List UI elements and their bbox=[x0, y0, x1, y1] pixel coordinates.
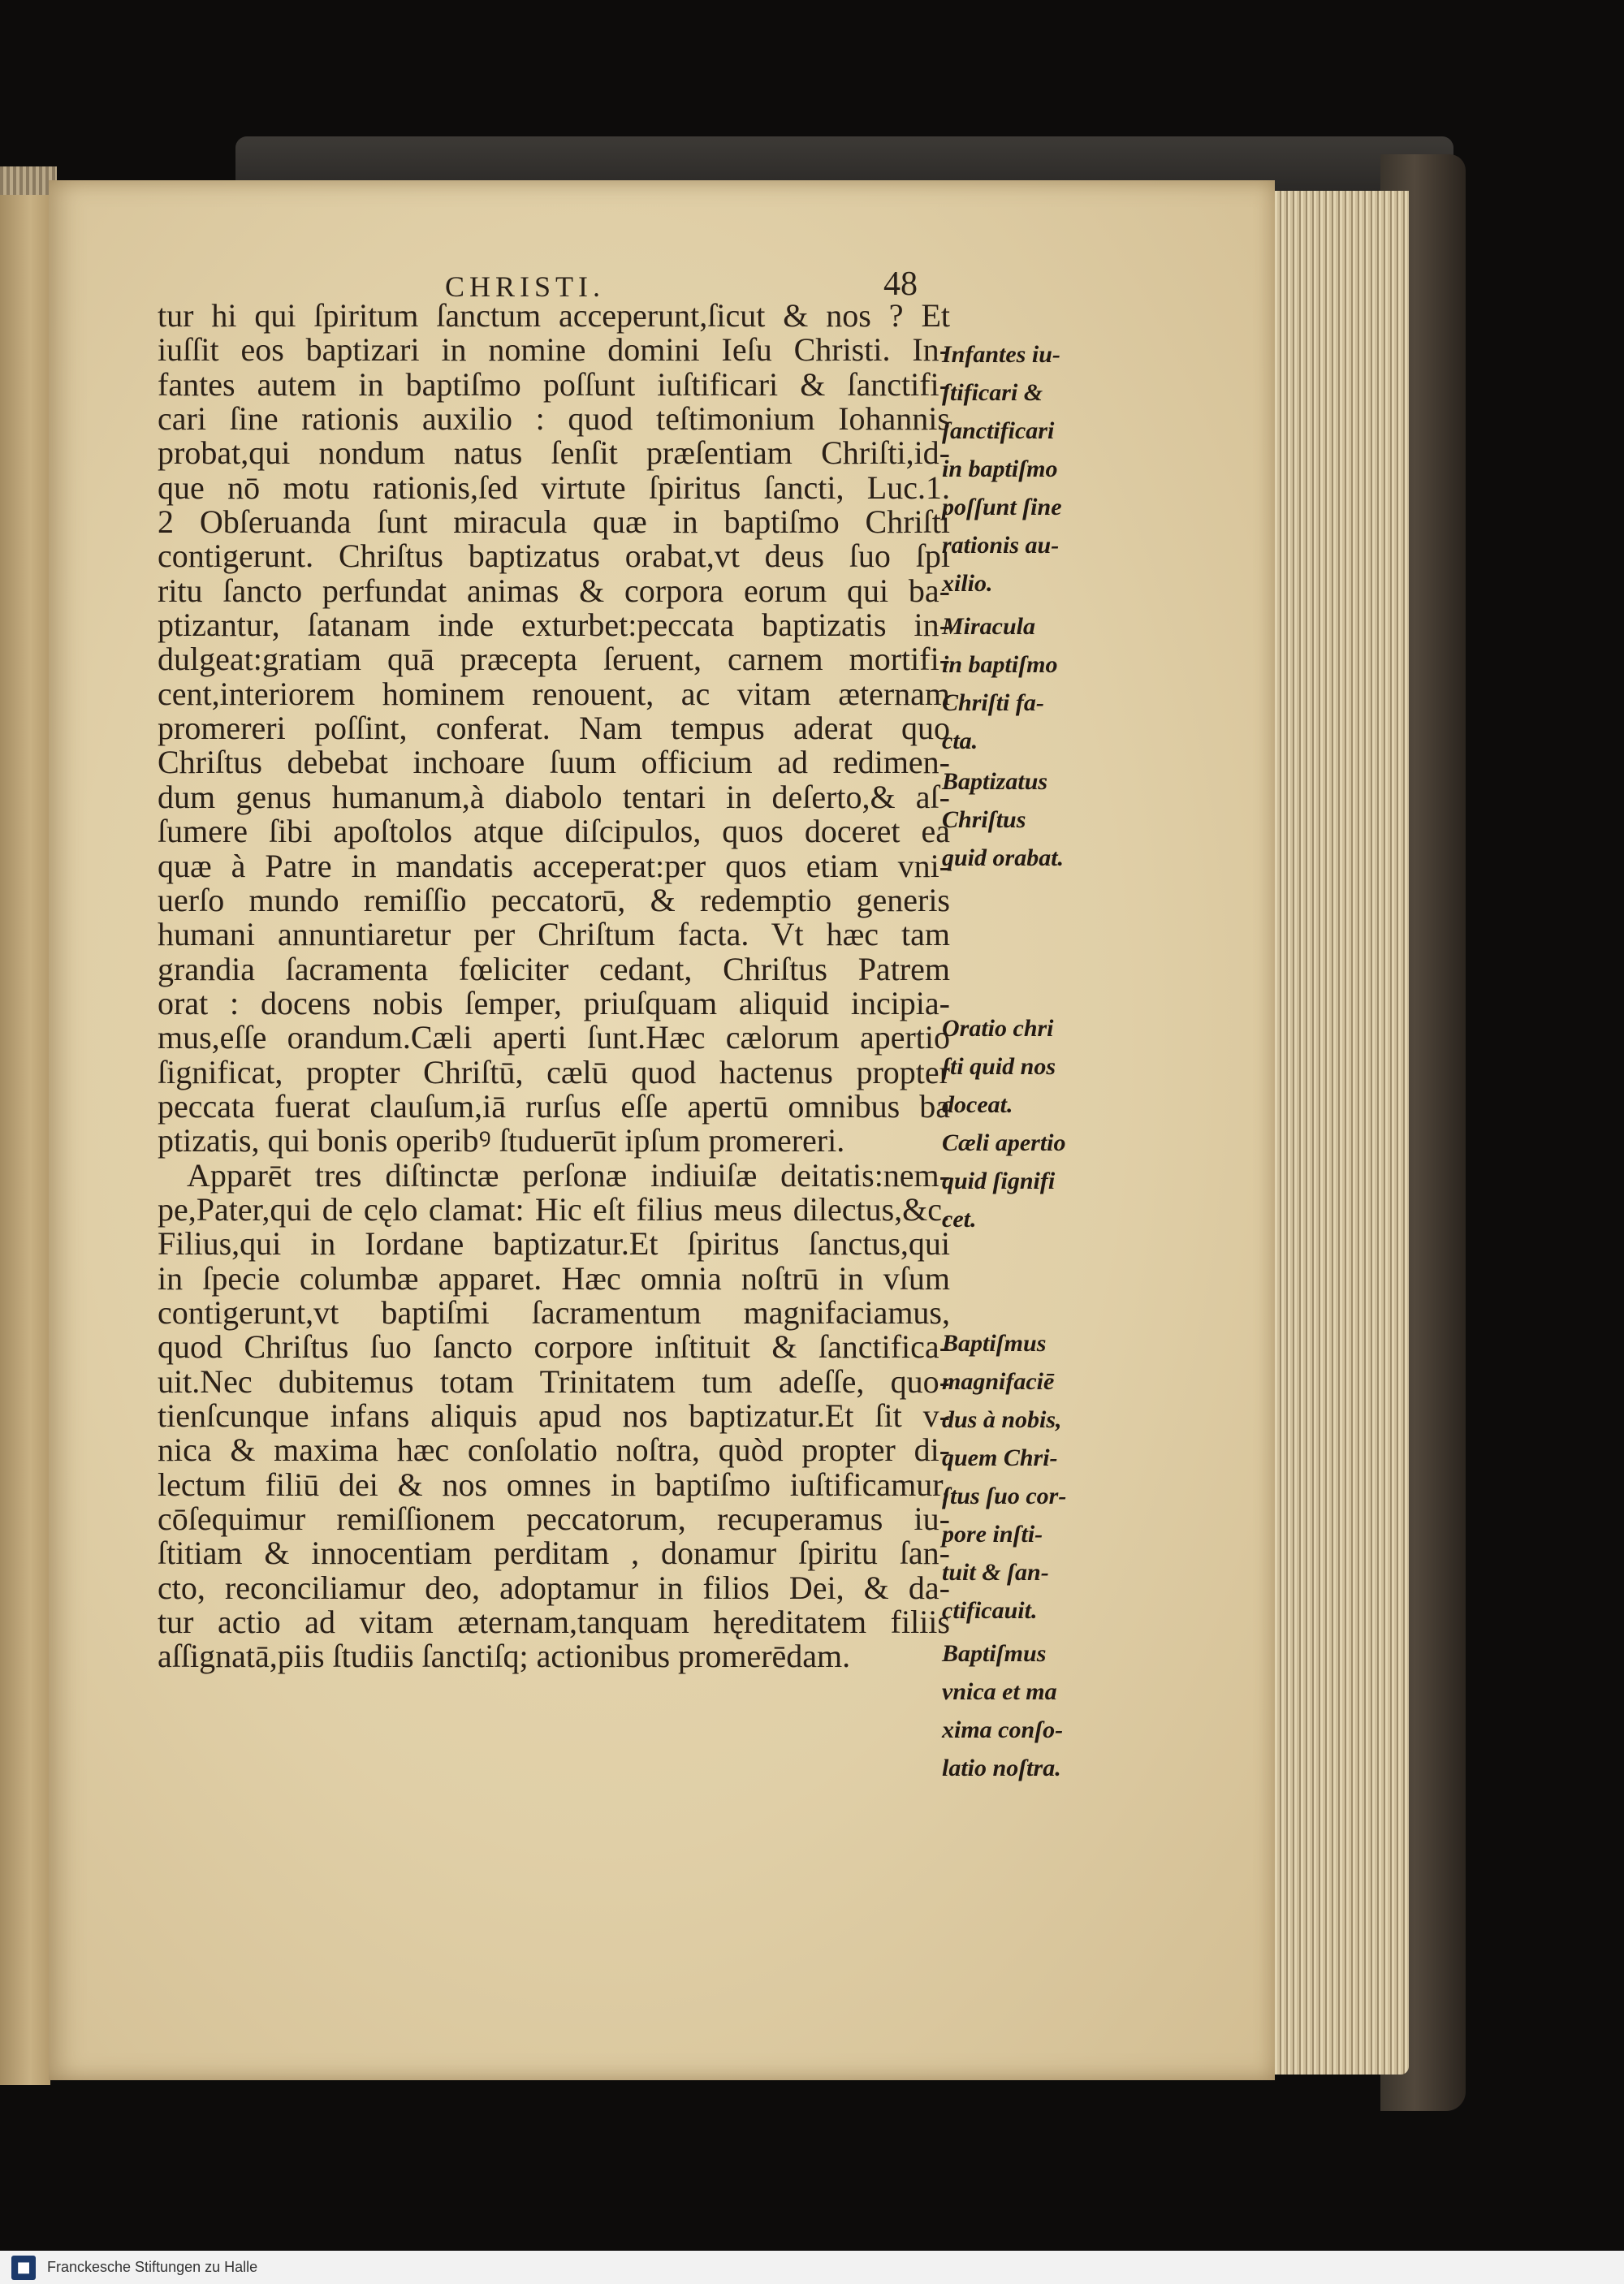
footer-bar bbox=[0, 2251, 1624, 2284]
margin-note-line: xima conſo- bbox=[942, 1716, 1064, 1743]
margin-note-line: tuit & ſan- bbox=[942, 1559, 1049, 1586]
text-line: cari ſine rationis auxilio : quod teſtimonium Iohannis bbox=[158, 400, 950, 438]
text-line: ſignificat, propter Chriſtū, cælū quod hactenus propter bbox=[158, 1053, 950, 1090]
text-line: cto, reconciliamur deo, adoptamur in filios Dei, & da- bbox=[158, 1569, 950, 1606]
text-line: contigerunt. Chriſtus baptizatus orabat,vt deus ſuo ſpi bbox=[158, 538, 950, 575]
margin-note-line: Miracula bbox=[942, 613, 1036, 640]
margin-note-line: cet. bbox=[942, 1206, 977, 1233]
text-line: lectum filiū dei & nos omnes in baptiſmo iuſtificamur, bbox=[158, 1466, 950, 1503]
text-line: tur hi qui ſpiritum ſanctum acceperunt,ſicut & nos ? Et bbox=[158, 297, 950, 334]
text-line: ptizatis, qui bonis operibꝰ ſtuduerūt ipſum promereri. bbox=[158, 1122, 845, 1159]
text-line: tur actio ad vitam æternam,tanquam hęreditatem filiis bbox=[158, 1604, 950, 1641]
page-number: 48 bbox=[883, 266, 918, 303]
text-line: dum genus humanum,à diabolo tentari in deſerto,& aſ- bbox=[158, 778, 950, 815]
text-line: ſumere ſibi apoſtolos atque diſcipulos, quos doceret ea bbox=[158, 813, 950, 850]
margin-note-line: doceat. bbox=[942, 1091, 1013, 1118]
margin-note-line: magnifaciē bbox=[942, 1368, 1055, 1395]
margin-note-line: ſti quid nos bbox=[942, 1053, 1056, 1080]
text-line: humani annuntiaretur per Chriſtum facta. Vt hæc tam bbox=[158, 916, 950, 953]
text-line: uerſo mundo remiſſio peccatorū, & redemptio generis bbox=[158, 881, 950, 918]
text-line: mus,eſſe orandum.Cæli aperti ſunt.Hæc cælorum apertio bbox=[158, 1019, 950, 1056]
body-text bbox=[158, 299, 950, 1674]
margin-note-line: pore inſti- bbox=[942, 1521, 1043, 1548]
text-line: dulgeat:gratiam quā præcepta ſeruent, carnem mortifi- bbox=[158, 641, 950, 678]
text-line: cōſequimur remiſſionem peccatorum, recuperamus iu- bbox=[158, 1500, 950, 1538]
text-line: 2 Obſeruanda ſunt miracula quæ in baptiſmo Chriſti bbox=[158, 503, 950, 541]
margin-note-line: Baptizatus bbox=[942, 768, 1048, 795]
text-line: iuſſit eos baptizari in nomine domini Ieſu Christi. In- bbox=[158, 331, 950, 369]
text-line: nica & maxima hæc conſolatio noſtra, quòd propter di- bbox=[158, 1431, 950, 1469]
text-line: cent,interiorem hominem renouent, ac vitam æternam bbox=[158, 675, 950, 712]
text-line: contigerunt,vt baptiſmi ſacramentum magnifaciamus, bbox=[158, 1293, 950, 1331]
margin-note-line: latio noſtra. bbox=[942, 1755, 1061, 1781]
margin-note-line: ſanctificari bbox=[942, 417, 1055, 444]
margin-note-line: Chriſtus bbox=[942, 806, 1026, 833]
text-line: Apparēt tres diſtinctæ perſonæ indiuiſæ deitatis:nem- bbox=[187, 1156, 950, 1194]
margin-note-line: rationis au- bbox=[942, 532, 1060, 559]
library-logo-icon: ■ bbox=[11, 2256, 36, 2280]
text-line: Chriſtus debebat inchoare ſuum officium ad redimen- bbox=[158, 744, 950, 781]
text-line: fantes autem in baptiſmo poſſunt iuſtificari & ſanctifi- bbox=[158, 365, 950, 403]
margin-note-line: ſtus ſuo cor- bbox=[942, 1483, 1067, 1509]
text-line: quod Chriſtus ſuo ſancto corpore inſtituit & ſanctifica- bbox=[158, 1328, 950, 1366]
text-line: quæ à Patre in mandatis acceperat:per quos etiam vni- bbox=[158, 847, 950, 884]
margin-note-line: Baptiſmus bbox=[942, 1330, 1047, 1357]
text-line: ptizantur, ſatanam inde exturbet:peccata baptizatis in- bbox=[158, 607, 950, 644]
text-line: ritu ſancto perfundat animas & corpora eorum qui ba- bbox=[158, 572, 950, 609]
margin-note-line: Baptiſmus bbox=[942, 1640, 1047, 1667]
margin-note-line: xilio. bbox=[942, 570, 993, 597]
text-line: in ſpecie columbæ apparet. Hæc omnia noſtrū in vſum bbox=[158, 1259, 950, 1297]
margin-note-line: Cæli apertio bbox=[942, 1129, 1066, 1156]
page-edges bbox=[1271, 191, 1409, 2075]
text-line: tienſcunque infans aliquis apud nos baptizatur.Et ſit v- bbox=[158, 1397, 950, 1434]
margin-note-line: Chriſti fa- bbox=[942, 689, 1044, 716]
margin-note-line: quid orabat. bbox=[942, 844, 1065, 871]
margin-note-line: quem Chri- bbox=[942, 1444, 1058, 1471]
margin-note-line: Infantes iu- bbox=[942, 341, 1060, 368]
text-line: orat : docens nobis ſemper, priuſquam aliquid incipia- bbox=[158, 984, 950, 1021]
text-line: ſtitiam & innocentiam perditam , donamur ſpiritu ſan- bbox=[158, 1535, 950, 1572]
margin-note-line: dus à nobis, bbox=[942, 1406, 1062, 1433]
text-line: Filius,qui in Iordane baptizatur.Et ſpiritus ſanctus,qui bbox=[158, 1225, 950, 1263]
margin-note-line: ſtificari & bbox=[942, 379, 1043, 406]
footer-credit: Franckesche Stiftungen zu Halle bbox=[47, 2259, 258, 2275]
text-line: aſſignatā,piis ſtudiis ſanctiſq; actionibus promerēdam. bbox=[158, 1638, 851, 1675]
margin-note-line: in baptiſmo bbox=[942, 651, 1058, 678]
text-line: probat,qui nondum natus ſenſit præſentiam Chriſti,id- bbox=[158, 434, 950, 472]
text-line: grandia ſacramenta fœliciter cedant, Chriſtus Patrem bbox=[158, 950, 950, 987]
margin-note-line: Oratio chri bbox=[942, 1015, 1054, 1042]
text-line: pe,Pater,qui de cęlo clamat: Hic eſt filius meus dilectus,&c. bbox=[158, 1190, 950, 1228]
margin-note-line: poſſunt ſine bbox=[942, 494, 1062, 520]
margin-note-line: quid ſignifi bbox=[942, 1168, 1056, 1194]
running-head: CHRISTI. bbox=[445, 270, 606, 303]
margin-note-line: vnica et ma bbox=[942, 1678, 1057, 1705]
margin-note-line: ctificauit. bbox=[942, 1597, 1038, 1624]
text-line: que nō motu rationis,ſed virtute ſpiritus ſancti, Luc.1. bbox=[158, 468, 950, 506]
margin-note-line: cta. bbox=[942, 728, 978, 754]
left-page-edge bbox=[0, 185, 50, 2085]
margin-note-line: in baptiſmo bbox=[942, 456, 1058, 482]
text-line: peccata fuerat clauſum,iā rurſus eſſe apertū omnibus ba bbox=[158, 1087, 950, 1125]
text-line: promereri poſſint, conferat. Nam tempus aderat quo bbox=[158, 710, 950, 747]
text-line: uit.Nec dubitemus totam Trinitatem tum adeſſe, quo- bbox=[158, 1362, 950, 1400]
